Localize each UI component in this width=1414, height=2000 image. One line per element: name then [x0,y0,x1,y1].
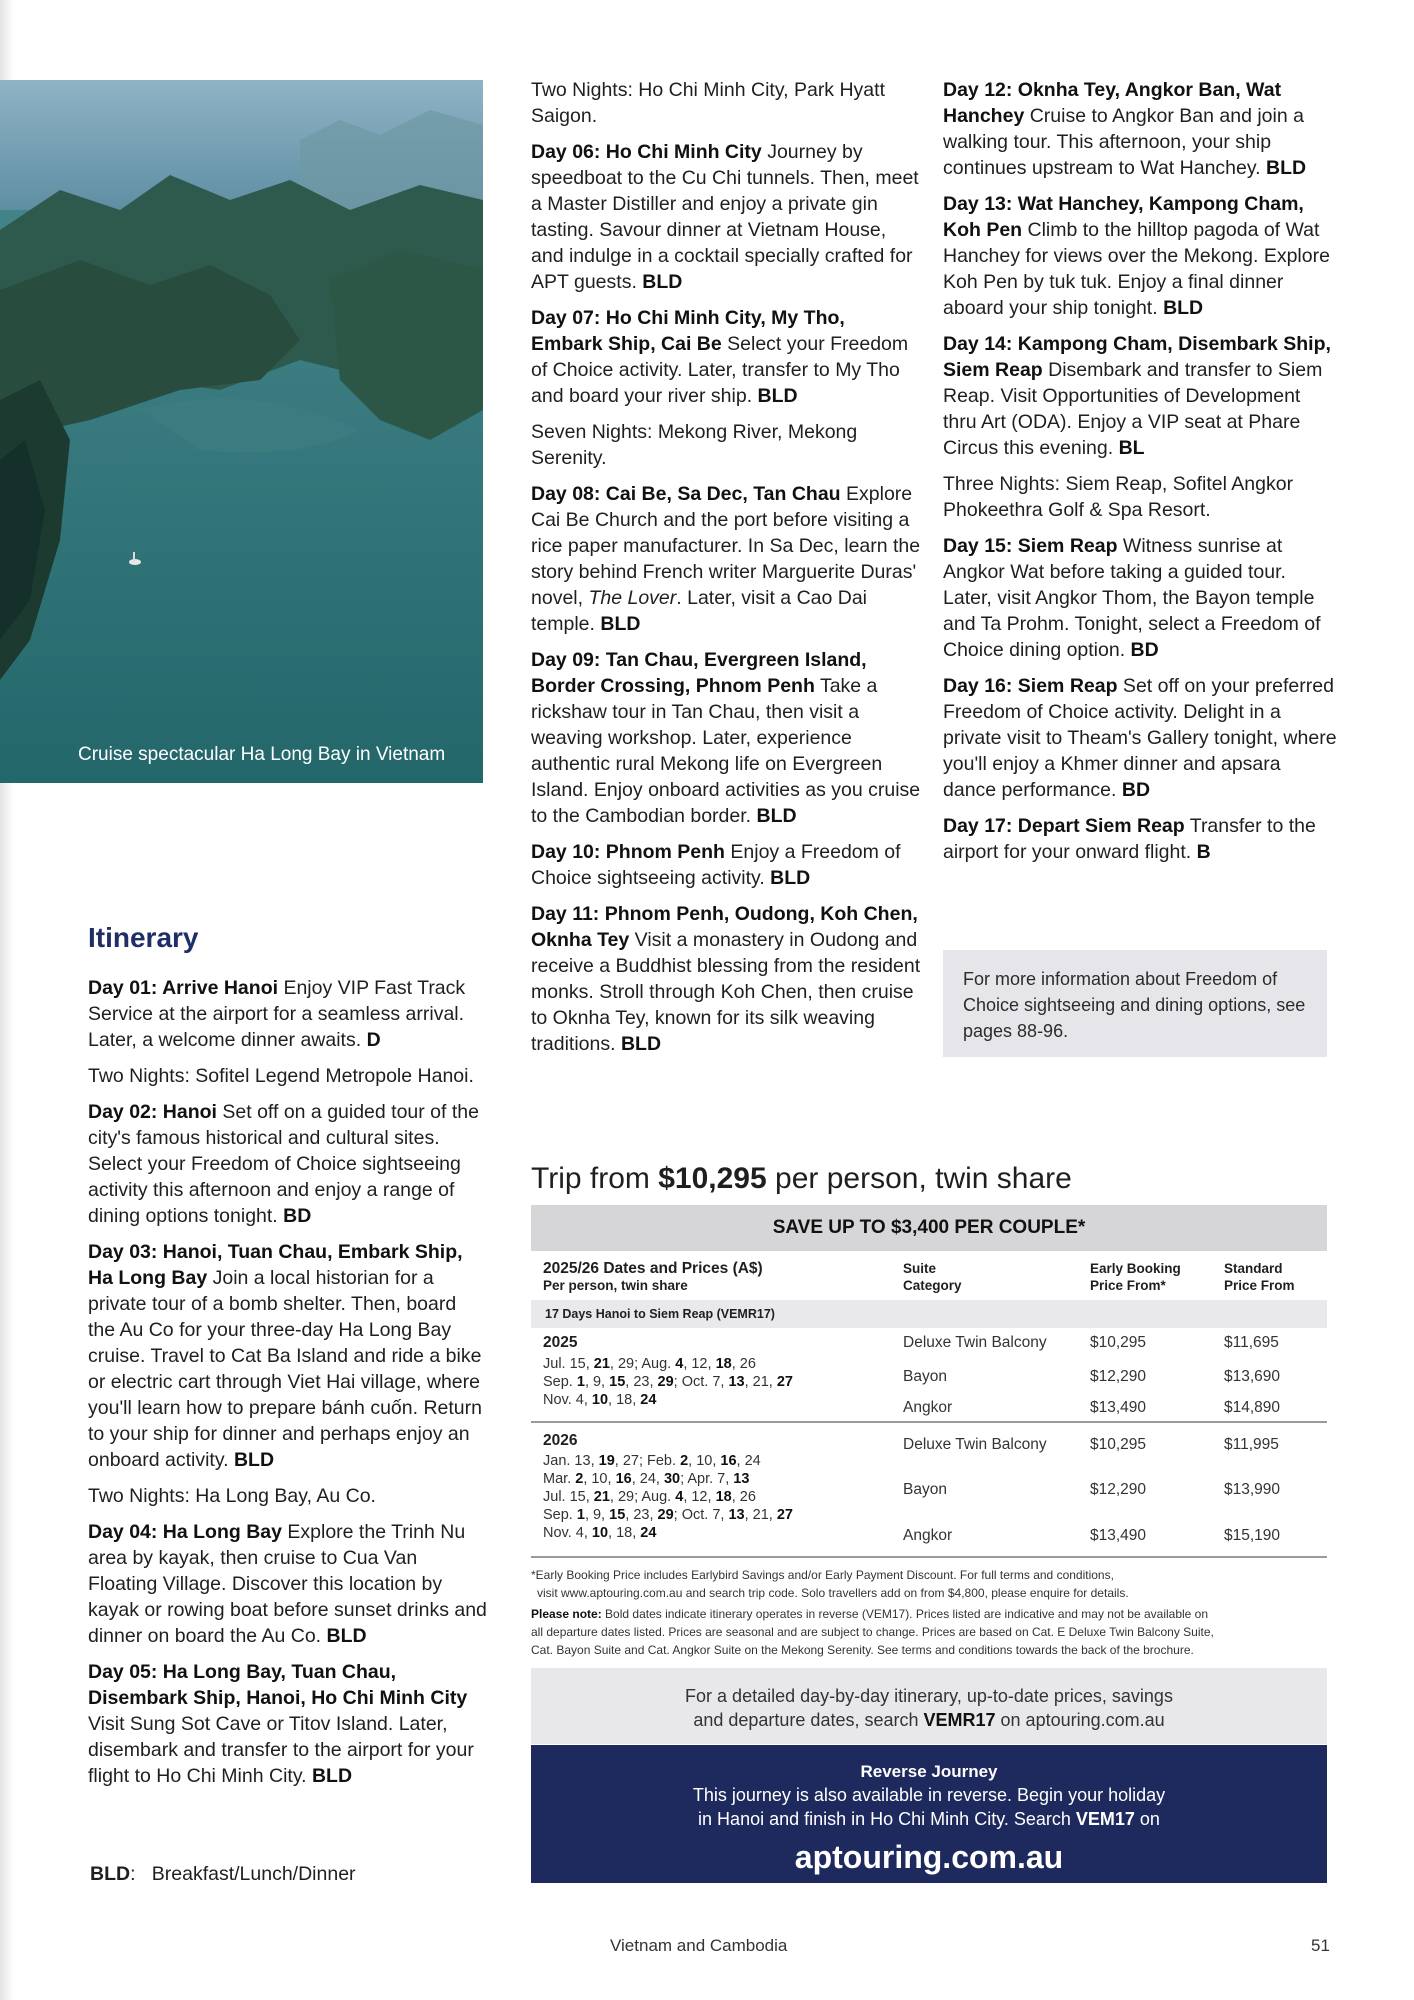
reverse-date: 27 [776,1374,793,1390]
reverse-date: 13 [733,1471,750,1487]
accommodation-note [943,471,1338,523]
itinerary-day [943,77,1338,181]
date-text: , 9, [584,1507,610,1523]
accommodation-text: Two Nights: Ho Chi Minh City, Park Hyatt Saigon. [531,79,885,127]
itinerary-day [531,139,921,295]
date-line [543,1524,793,1542]
date-text: , 10, [583,1471,616,1487]
table-cell: $13,490 [1090,1527,1147,1544]
dates-header-title: 2025/26 Dates and Prices (A$) [543,1260,763,1277]
itinerary-day [88,975,488,1053]
footnote-line: visit www.aptouring.com.au and search trip code. Solo travellers add on from $4,800, please enquire for details. [537,1586,1129,1600]
table-cell: Bayon [903,1481,947,1498]
day-title: Day 01: Arrive Hanoi [88,977,279,999]
footnote-line: Cat. Bayon Suite and Cat. Angkor Suite on the Mekong Serenity. See terms and conditions towards the back of the brochure. [531,1643,1194,1657]
legend-value: Breakfast/Lunch/Dinner [151,1863,356,1885]
suite-header: Suite Category [903,1261,962,1293]
day-description: Climb to the hilltop pagoda of Wat Hanchey for views over the Mekong. Explore Koh Pen by tuk tuk. Enjoy a final dinner aboard your ship tonight. [943,219,1330,319]
date-text: , 23, [625,1374,658,1390]
date-text: , 24 [736,1453,761,1469]
detail-line-2-prefix: and departure dates, search [693,1710,924,1730]
date-line [543,1391,793,1409]
day-title: Day 16: Siem Reap [943,675,1118,697]
day-description: Visit Sung Sot Cave or Titov Island. Later, disembark and transfer to the airport for your flight to Ho Chi Minh City. [88,1713,474,1787]
table-cell: Angkor [903,1399,953,1416]
itinerary-day [88,1239,488,1473]
table-cell: $13,690 [1224,1368,1281,1385]
early-booking-footnote [531,1566,1331,1602]
standard-price-header: Standard Price From [1224,1261,1295,1293]
date-text: , 21, [744,1374,777,1390]
accommodation-text: Seven Nights: Mekong River, Mekong Serenity. [531,421,858,469]
date-text: Jul. 15, [543,1356,594,1372]
date-text: , 29; Aug. [609,1489,676,1505]
trip-price: $10,295 [658,1162,767,1195]
photo-caption: Cruise spectacular Ha Long Bay in Vietnam [78,744,446,765]
reverse-journey-box [531,1745,1327,1883]
reverse-date: 4 [675,1356,684,1372]
table-cell: $12,290 [1090,1481,1147,1498]
itinerary-day [531,901,921,1057]
meals-included: BLD [311,1765,353,1787]
meals-included: BLD [770,867,811,889]
date-text: ; Oct. 7, [673,1507,729,1523]
detailed-itinerary-box [531,1668,1327,1744]
reverse-date: 16 [615,1471,632,1487]
table-cell: $13,990 [1224,1481,1281,1498]
reverse-date: 15 [609,1507,626,1523]
date-text: Nov. 4, [543,1525,592,1541]
date-text: , 21, [744,1507,777,1523]
day-description: Disembark and transfer to Siem Reap. Visit Opportunities of Development thru Art (ODA). Enjoy a VIP seat at Phare Circus this evening. [943,359,1323,459]
date-text: , 18, [608,1525,641,1541]
day-description: Select your Freedom of Choice activity. Later, transfer to My Tho and board your river ship. [531,333,909,407]
itinerary-day [531,305,921,409]
reverse-date: 21 [593,1489,610,1505]
date-text: ; Oct. 7, [673,1374,729,1390]
day-title: Day 09: Tan Chau, Evergreen Island, Border Crossing, Phnom Penh [531,649,867,697]
date-text: , 12, [683,1356,716,1372]
accommodation-note [531,419,921,471]
date-text: ; Apr. 7, [680,1471,734,1487]
ha-long-bay-photo [0,80,483,783]
itinerary-day [88,1659,488,1789]
reverse-date: 16 [720,1453,737,1469]
reverse-journey-title: Reverse Journey [860,1762,998,1781]
table-cell: $15,190 [1224,1527,1281,1544]
meals-included: BLD [1266,157,1307,179]
meals-included: BLD [756,805,797,827]
year-2026: 2026 [543,1432,578,1449]
footer-section-title: Vietnam and Cambodia [610,1936,788,1955]
table-cell: $14,890 [1224,1399,1281,1416]
itinerary-day [943,331,1338,461]
day-description: Explore the Trinh Nu area by kayak, then cruise to Cua Van Floating Village. Discover this location by kayak or rowing boat before sunset drinks and dinner on board the Au Co. [88,1521,487,1647]
reverse-date: 21 [593,1356,610,1372]
table-cell: Deluxe Twin Balcony [903,1334,1047,1351]
meals-included: BLD [1163,297,1204,319]
reverse-date: 15 [609,1374,626,1390]
itinerary-heading: Itinerary [88,922,199,953]
itinerary-day [943,191,1338,321]
date-text: , 12, [683,1489,716,1505]
meals-included: BD [283,1205,312,1227]
day-description: Set off on a guided tour of the city's famous historical and cultural sites. Select your Freedom of Choice sightseeing activity this afternoon and enjoy a range of dining options tonight. [88,1101,479,1227]
reverse-line-2-prefix: in Hanoi and finish in Ho Chi Minh City. Search [698,1809,1076,1829]
reverse-date: 29 [657,1507,674,1523]
reverse-date: 10 [591,1525,609,1541]
reverse-date: 1 [576,1507,585,1523]
freedom-of-choice-info-box [943,950,1327,1057]
date-text: , 9, [584,1374,610,1390]
trip-price-heading [531,1162,1072,1196]
trip-suffix: per person, twin share [766,1162,1072,1195]
day-title: Day 17: Depart Siem Reap [943,815,1185,837]
day-title: Day 05: Ha Long Bay, Tuan Chau, Disembark Ship, Hanoi, Ho Chi Minh City [88,1661,468,1709]
meals-included: BD [1130,639,1159,661]
table-cell: $12,290 [1090,1368,1147,1385]
day-description: Journey by speedboat to the Cu Chi tunnels. Then, meet a Master Distiller and enjoy a private gin tasting. Savour dinner at Vietnam House, and indulge in a cocktail specially crafted for APT guests. [531,141,919,293]
meals-included: BLD [233,1449,275,1471]
meals-included: BLD [757,385,798,407]
accommodation-note [531,77,921,129]
landscape-illustration [0,80,483,783]
day-description: Visit a monastery in Oudong and receive a Buddhist blessing from the resident monks. Stroll through Koh Chen, then cruise to Oknha Tey, known for its silk weaving traditions. [531,929,921,1055]
date-text: , 26 [731,1356,756,1372]
day-description: Witness sunrise at Angkor Wat before taking a guided tour. Later, visit Angkor Thom, the Bayon temple and Ta Prohm. Tonight, select a Freedom of Choice dining option. [943,535,1321,661]
table-cell: Angkor [903,1527,953,1544]
itinerary-day [943,813,1338,865]
table-cell: $11,695 [1224,1334,1279,1351]
table-divider [531,1556,1327,1558]
detail-line-1: For a detailed day-by-day itinerary, up-to-date prices, savings [685,1686,1173,1706]
day-title: Day 11: Phnom Penh, Oudong, Koh Chen, Oknha Tey [531,903,918,951]
day-description: Cruise to Angkor Ban and join a walking tour. This afternoon, your ship continues upstream to Wat Hanchey. [943,105,1304,179]
itinerary-day [531,481,921,637]
itinerary-day [531,839,921,891]
date-text: Mar. [543,1471,576,1487]
day-title: Day 06: Ho Chi Minh City [531,141,762,163]
date-text: , 26 [731,1489,756,1505]
meals-included: BLD [326,1625,367,1647]
date-line [543,1506,793,1524]
meals-included: BLD [642,271,683,293]
legend-key: BLD [90,1863,131,1885]
itinerary-column-3 [943,77,1338,875]
reverse-date: 19 [598,1453,615,1469]
date-text: , 24, [631,1471,664,1487]
reverse-code: VEM17 [1075,1809,1135,1829]
reverse-date: 18 [715,1489,732,1505]
reverse-date: 4 [675,1489,684,1505]
meals-included: B [1196,841,1211,863]
route-bar: 17 Days Hanoi to Siem Reap (VEMR17) [531,1300,1327,1328]
date-text: , 23, [625,1507,658,1523]
day-description: . Later, visit a Cao Dai temple. [531,587,868,635]
day-title: Day 15: Siem Reap [943,535,1118,557]
date-line [543,1355,793,1373]
date-line [543,1488,793,1506]
footnote-line: Bold dates indicate itinerary operates in reverse (VEM17). Prices listed are indicative and may not be available on [601,1607,1209,1621]
day-title: Day 03: Hanoi, Tuan Chau, Embark Ship, Ha Long Bay [88,1241,463,1289]
reverse-date: 1 [576,1374,585,1390]
please-note-footnote [531,1605,1331,1659]
date-text: , 29; Aug. [609,1356,676,1372]
day-description: Transfer to the airport for your onward flight. [943,815,1316,863]
reverse-date: 10 [591,1392,609,1408]
date-text: Nov. 4, [543,1392,592,1408]
day-description: Enjoy a Freedom of Choice sightseeing activity. [531,841,901,889]
please-note-label: Please note: [531,1607,602,1621]
accommodation-text: Three Nights: Siem Reap, Sofitel Angkor Phokeethra Golf & Spa Resort. [943,473,1294,521]
day-description: Enjoy VIP Fast Track Service at the airport for a seamless arrival. Later, a welcome dinner awaits. [88,977,466,1051]
date-line [543,1373,793,1391]
footnote-line: all departure dates listed. Prices are seasonal and are subject to change. Prices are based on Cat. E Deluxe Twin Balcony Suite, [531,1625,1214,1639]
info-box-text: For more information about Freedom of Choice sightseeing and dining options, see pages 88-96. [963,969,1306,1041]
reverse-date: 2 [575,1471,584,1487]
meals-included: BLD [600,613,641,635]
meals-included: BLD [620,1033,662,1055]
dates-header-sub: Per person, twin share [543,1278,688,1293]
day-title: Day 04: Ha Long Bay [88,1521,282,1543]
save-banner: SAVE UP TO $3,400 PER COUPLE* [531,1205,1327,1251]
accommodation-text: Two Nights: Ha Long Bay, Au Co. [88,1485,376,1507]
book-title: The Lover [588,587,677,609]
reverse-date: 2 [680,1453,689,1469]
date-text: Sep. [543,1374,577,1390]
page-number: 51 [1311,1936,1330,1955]
day-description: Take a rickshaw tour in Tan Chau, then visit a weaving workshop. Later, experience authentic rural Mekong life on Evergreen Island. Enjoy onboard activities as you cruise to the Cambodian border. [531,675,921,827]
dates-header [543,1260,763,1294]
date-text: , 10, [688,1453,721,1469]
reverse-line-1: This journey is also available in reverse. Begin your holiday [692,1785,1166,1805]
reverse-date: 24 [640,1525,657,1541]
date-line [543,1452,793,1470]
date-text: Jul. 15, [543,1489,594,1505]
day-description: Join a local historian for a private tour of a bomb shelter. Then, board the Au Co for your three-day Ha Long Bay cruise. Travel to Cat Ba Island and ride a bike or electric cart through Viet Hai village, where you'll learn how to prepare bánh cuốn. Return to your ship for dinner and perhaps enjoy an onboard activity. [88,1267,482,1471]
itinerary-day [531,647,921,829]
day-title: Day 02: Hanoi [88,1101,217,1123]
day-title: Day 10: Phnom Penh [531,841,725,863]
table-cell: $13,490 [1090,1399,1147,1416]
day-description: Explore Cai Be Church and the port before visiting a rice paper manufacturer. In Sa Dec, learn the story behind French writer Marguerite Duras' novel, [531,483,921,609]
detail-line-2-suffix: on aptouring.com.au [995,1710,1165,1730]
early-price-header: Early Booking Price From* [1090,1261,1181,1293]
table-cell: $11,995 [1224,1436,1279,1453]
accommodation-note [88,1483,488,1509]
day-title: Day 14: Kampong Cham, Disembark Ship, Siem Reap [943,333,1331,381]
reverse-line-2-suffix: on [1134,1809,1160,1829]
reverse-date: 30 [663,1471,681,1487]
dates-2026 [543,1452,793,1542]
website-link[interactable]: aptouring.com.au [794,1839,1064,1875]
date-text: Sep. [543,1507,577,1523]
day-title: Day 07: Ho Chi Minh City, My Tho, Embark Ship, Cai Be [531,307,845,355]
reverse-date: 13 [728,1374,745,1390]
day-title: Day 08: Cai Be, Sa Dec, Tan Chau [531,483,841,505]
reverse-date: 24 [640,1392,657,1408]
dates-2025 [543,1355,793,1409]
date-text: , 18, [608,1392,641,1408]
table-divider [531,1421,1327,1423]
reverse-date: 29 [657,1374,674,1390]
table-cell: Bayon [903,1368,947,1385]
date-text: , 27; Feb. [614,1453,681,1469]
year-2025: 2025 [543,1334,578,1351]
footnote-line: *Early Booking Price includes Earlybird Savings and/or Early Payment Discount. For full terms and conditions, [531,1568,1114,1582]
date-line [543,1470,793,1488]
day-title: Day 12: Oknha Tey, Angkor Ban, Wat Hanchey [943,79,1282,127]
reverse-date: 18 [715,1356,732,1372]
itinerary-day [943,673,1338,803]
meals-included: BL [1118,437,1145,459]
day-description: Set off on your preferred Freedom of Choice activity. Delight in a private visit to Theam's Gallery tonight, where you'll enjoy a Khmer dinner and apsara dance performance. [943,675,1337,801]
meal-legend: BLD: Breakfast/Lunch/Dinner [90,1863,356,1885]
itinerary-column-2 [531,77,921,1067]
itinerary-column-1 [88,975,488,1799]
trip-code: VEMR17 [923,1710,996,1730]
reverse-date: 13 [728,1507,745,1523]
itinerary-day [88,1099,488,1229]
accommodation-text: Two Nights: Sofitel Legend Metropole Hanoi. [88,1065,474,1087]
trip-prefix: Trip from [531,1162,659,1195]
table-cell: $10,295 [1090,1334,1147,1351]
date-text: Jan. 13, [543,1453,599,1469]
reverse-date: 27 [776,1507,793,1523]
day-title: Day 13: Wat Hanchey, Kampong Cham, Koh Pen [943,193,1304,241]
meals-included: D [366,1029,381,1051]
table-cell: Deluxe Twin Balcony [903,1436,1047,1453]
table-cell: $10,295 [1090,1436,1147,1453]
itinerary-day [88,1519,488,1649]
itinerary-day [943,533,1338,663]
accommodation-note [88,1063,488,1089]
meals-included: BD [1121,779,1151,801]
